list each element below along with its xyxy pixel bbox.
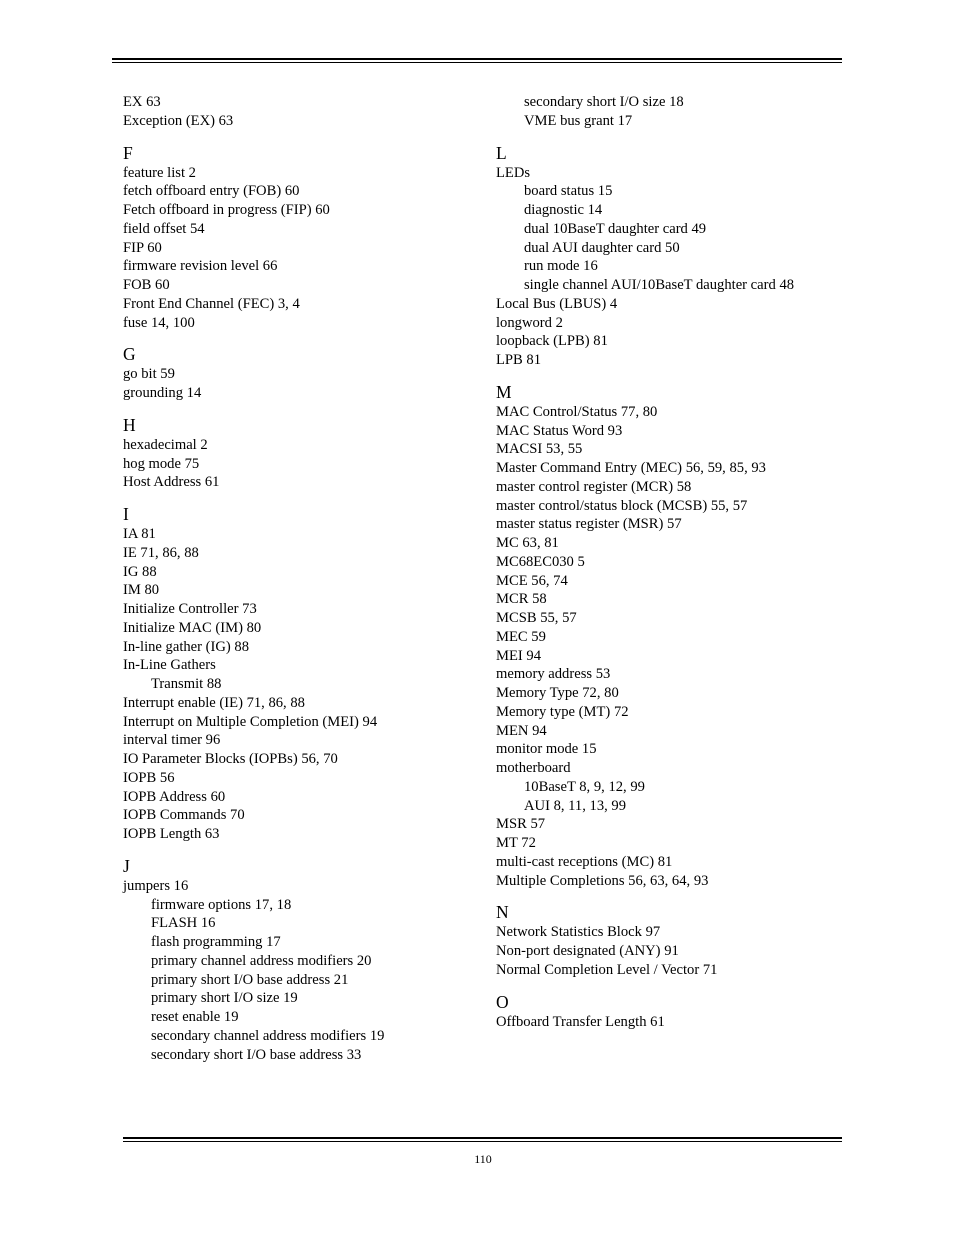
index-entry: grounding 14 xyxy=(123,385,202,401)
index-entry: fuse 14, 100 xyxy=(123,314,195,331)
index-subentry: FLASH 16 xyxy=(151,915,216,932)
index-entry: FOB 60 xyxy=(123,277,170,293)
index-entry: go bit 59 xyxy=(123,366,175,383)
index-subentry: VME bus grant 17 xyxy=(524,112,633,129)
index-letter-heading: L xyxy=(496,142,507,163)
index-entry: LPB 81 xyxy=(496,352,542,368)
index-entry: LEDs xyxy=(496,164,531,181)
footer-rule xyxy=(123,1137,842,1139)
index-entry: Local Bus (LBUS) 4 xyxy=(496,295,618,312)
index-subentry: dual 10BaseT daughter card 49 xyxy=(524,220,707,237)
index-entry: interval timer 96 xyxy=(123,732,221,749)
index-entry: IOPB Address 60 xyxy=(123,788,226,805)
index-entry: memory address 53 xyxy=(496,666,611,683)
index-entry: In-line gather (IG) 88 xyxy=(123,638,250,655)
index-entry: Network Statistics Block 97 xyxy=(496,924,661,941)
index-letter-heading: N xyxy=(496,902,509,923)
index-subentry: 10BaseT 8, 9, 12, 99 xyxy=(524,778,645,795)
index-entry: MCSB 55, 57 xyxy=(496,610,577,626)
index-subentry: Transmit 88 xyxy=(151,676,222,692)
index-column-right xyxy=(496,93,856,1031)
index-entry: Normal Completion Level / Vector 71 xyxy=(496,961,718,978)
index-entry: MCR 58 xyxy=(496,591,547,608)
index-entry: MEN 94 xyxy=(496,722,547,739)
index-entry: MCE 56, 74 xyxy=(496,572,568,589)
index-column-left xyxy=(123,93,483,1064)
index-entry: MT 72 xyxy=(496,835,536,851)
header-rule xyxy=(112,58,842,60)
index-entry: Memory type (MT) 72 xyxy=(496,703,629,720)
index-subentry: run mode 16 xyxy=(524,258,598,275)
index-entry: MEC 59 xyxy=(496,628,546,645)
index-entry: Fetch offboard in progress (FIP) 60 xyxy=(123,202,330,218)
index-entry: Initialize MAC (IM) 80 xyxy=(123,619,262,636)
index-entry: IOPB Length 63 xyxy=(123,826,220,842)
index-entry: loopback (LPB) 81 xyxy=(496,333,608,350)
index-entry: Interrupt enable (IE) 71, 86, 88 xyxy=(123,694,305,711)
index-entry: MC68EC030 5 xyxy=(496,553,585,570)
index-entry: Non-port designated (ANY) 91 xyxy=(496,943,679,959)
index-entry: IE 71, 86, 88 xyxy=(123,544,199,561)
index-entry: FIP 60 xyxy=(123,239,162,256)
index-entry: Host Address 61 xyxy=(123,474,220,491)
index-entry: hog mode 75 xyxy=(123,455,200,472)
page-number: 110 xyxy=(474,1152,492,1166)
index-entry: firmware revision level 66 xyxy=(123,258,278,275)
index-subentry: reset enable 19 xyxy=(151,1009,239,1025)
index-subentry: single channel AUI/10BaseT daughter card 48 xyxy=(524,277,795,293)
index-entry: master control register (MCR) 58 xyxy=(496,478,692,495)
index-subentry: secondary short I/O base address 33 xyxy=(151,1046,362,1063)
index-letter-heading: F xyxy=(123,142,133,163)
footer-rule-thin xyxy=(123,1141,842,1142)
index-subentry: primary channel address modifiers 20 xyxy=(151,952,372,969)
index-letter-heading: M xyxy=(496,381,512,402)
index-letter-heading: H xyxy=(123,414,136,435)
index-letter-heading: J xyxy=(123,855,130,876)
index-subentry: firmware options 17, 18 xyxy=(151,896,292,913)
index-entry: master status register (MSR) 57 xyxy=(496,516,682,533)
index-entry: Memory Type 72, 80 xyxy=(496,685,619,701)
index-entry: MAC Control/Status 77, 80 xyxy=(496,403,658,420)
index-entry: IO Parameter Blocks (IOPBs) 56, 70 xyxy=(123,751,338,767)
index-letter-heading: I xyxy=(123,504,129,524)
index-subentry: flash programming 17 xyxy=(151,934,281,950)
index-entry: Master Command Entry (MEC) 56, 59, 85, 93 xyxy=(496,460,766,476)
index-entry: multi-cast receptions (MC) 81 xyxy=(496,853,673,870)
index-subentry: board status 15 xyxy=(524,183,613,200)
index-entry: Interrupt on Multiple Completion (MEI) 94 xyxy=(123,713,378,730)
index-letter-heading: O xyxy=(496,991,509,1012)
index-entry: motherboard xyxy=(496,760,571,776)
header-rule-thin xyxy=(112,62,842,63)
index-entry: MEI 94 xyxy=(496,647,541,664)
index-subentry: secondary channel address modifiers 19 xyxy=(151,1027,385,1044)
index-subentry: primary short I/O base address 21 xyxy=(151,971,349,988)
index-subentry: AUI 8, 11, 13, 99 xyxy=(524,797,627,814)
index-entry: MACSI 53, 55 xyxy=(496,441,583,458)
index-entry: master control/status block (MCSB) 55, 57 xyxy=(496,497,748,514)
index-letter-heading: G xyxy=(123,344,136,365)
index-subentry: dual AUI daughter card 50 xyxy=(524,239,680,256)
index-entry: MAC Status Word 93 xyxy=(496,422,623,439)
index-entry: monitor mode 15 xyxy=(496,741,597,758)
index-entry: MSR 57 xyxy=(496,816,546,833)
index-entry: Multiple Completions 56, 63, 64, 93 xyxy=(496,872,709,889)
index-entry: Front End Channel (FEC) 3, 4 xyxy=(123,295,300,312)
index-subentry: diagnostic 14 xyxy=(524,202,603,218)
index-entry: IA 81 xyxy=(123,526,156,542)
index-entry: longword 2 xyxy=(496,314,563,331)
index-entry: hexadecimal 2 xyxy=(123,436,208,453)
index-entry: Offboard Transfer Length 61 xyxy=(496,1013,665,1030)
index-entry: Exception (EX) 63 xyxy=(123,112,234,129)
index-entry: IOPB 56 xyxy=(123,769,175,786)
index-subentry: secondary short I/O size 18 xyxy=(524,94,684,110)
index-entry: EX 63 xyxy=(123,94,161,110)
index-subentry: primary short I/O size 19 xyxy=(151,990,298,1007)
index-entry: fetch offboard entry (FOB) 60 xyxy=(123,183,300,200)
index-entry: IOPB Commands 70 xyxy=(123,807,245,824)
index-entry: MC 63, 81 xyxy=(496,535,559,551)
index-entry: In-Line Gathers xyxy=(123,657,216,674)
index-entry: field offset 54 xyxy=(123,220,205,237)
index-entry: IG 88 xyxy=(123,563,157,580)
index-entry: jumpers 16 xyxy=(123,877,189,894)
index-entry: IM 80 xyxy=(123,582,160,599)
index-entry: feature list 2 xyxy=(123,164,196,181)
index-entry: Initialize Controller 73 xyxy=(123,601,257,617)
